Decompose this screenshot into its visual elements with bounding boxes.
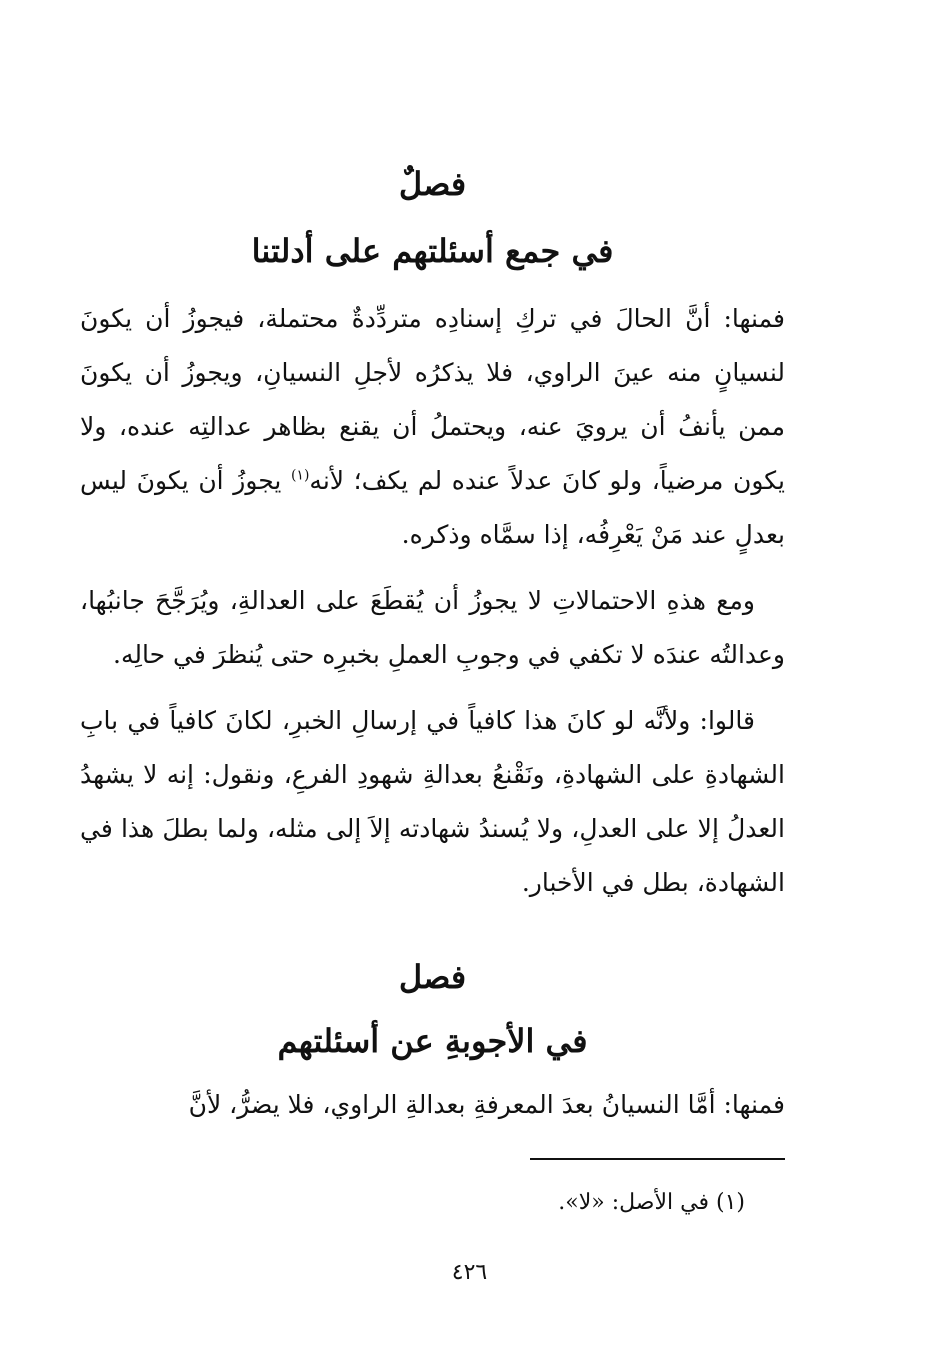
- section-body-1: [80, 292, 785, 910]
- section-subtitle-1: في جمع أسئلتهم على أدلتنا: [251, 232, 614, 270]
- section-body-2: [80, 1078, 785, 1132]
- paragraph: ومع هذهِ الاحتمالاتِ لا يجوزُ أن يُقطَعَ على العدالةِ، ويُرَجَّحَ جانبُها، وعدالتُه عندَه لا تكفي في وجوبِ العملِ بخبرِه حتى يُنظرَ في حالِه.: [80, 586, 785, 669]
- section-subtitle-2: في الأجوبةِ عن أسئلتهم: [277, 1022, 588, 1060]
- paragraph-text-continued: يجوزُ أن يكونَ ليس بعدلٍ عند مَنْ يَعْرِفُه، إذا سمَّاه وذكره.: [80, 466, 785, 549]
- footnote: (١) في الأصل: «لا».: [558, 1190, 745, 1215]
- footnote-divider: [530, 1158, 785, 1160]
- footnote-reference: (١): [290, 467, 310, 484]
- paragraph: قالوا: ولأنَّه لو كانَ هذا كافياً في إرسالِ الخبرِ، لكانَ كافياً في بابِ الشهادةِ على الشهادةِ، ونَقْنعُ بعدالةِ شهودِ الفرعِ، ونقول: إنه لا يشهدُ العدلُ إلا على العدلِ، ولا يُسندُ شهادته إلاَ إلى مثله، ولما بطلَ هذا في الشهادة، بطل في الأخبار.: [80, 706, 785, 897]
- page-number: ٤٢٦: [451, 1260, 488, 1285]
- paragraph: فمنها: أمَّا النسيانُ بعدَ المعرفةِ بعدالةِ الراوي، فلا يضرُّ، لأنَّ: [188, 1090, 785, 1119]
- section-title-1: فصلٌ: [398, 165, 467, 203]
- paragraph: [80, 292, 785, 562]
- paragraph-text: فمنها: أنَّ الحالَ في تركِ إسنادِه متردِّدةٌ محتملة، فيجوزُ أن يكونَ لنسيانٍ منه عينَ الراوي، فلا يذكرُه لأجلِ النسيانِ، ويجوزُ أن يكونَ ممن يأنفُ أن يرويَ عنه، ويحتملُ أن يقنع بظاهر عدالتِه عنده، ولا يكون مرضياً، ولو كانَ عدلاً عنده لم يكف؛ لأنه: [80, 304, 786, 495]
- section-title-2: فصل: [398, 958, 467, 996]
